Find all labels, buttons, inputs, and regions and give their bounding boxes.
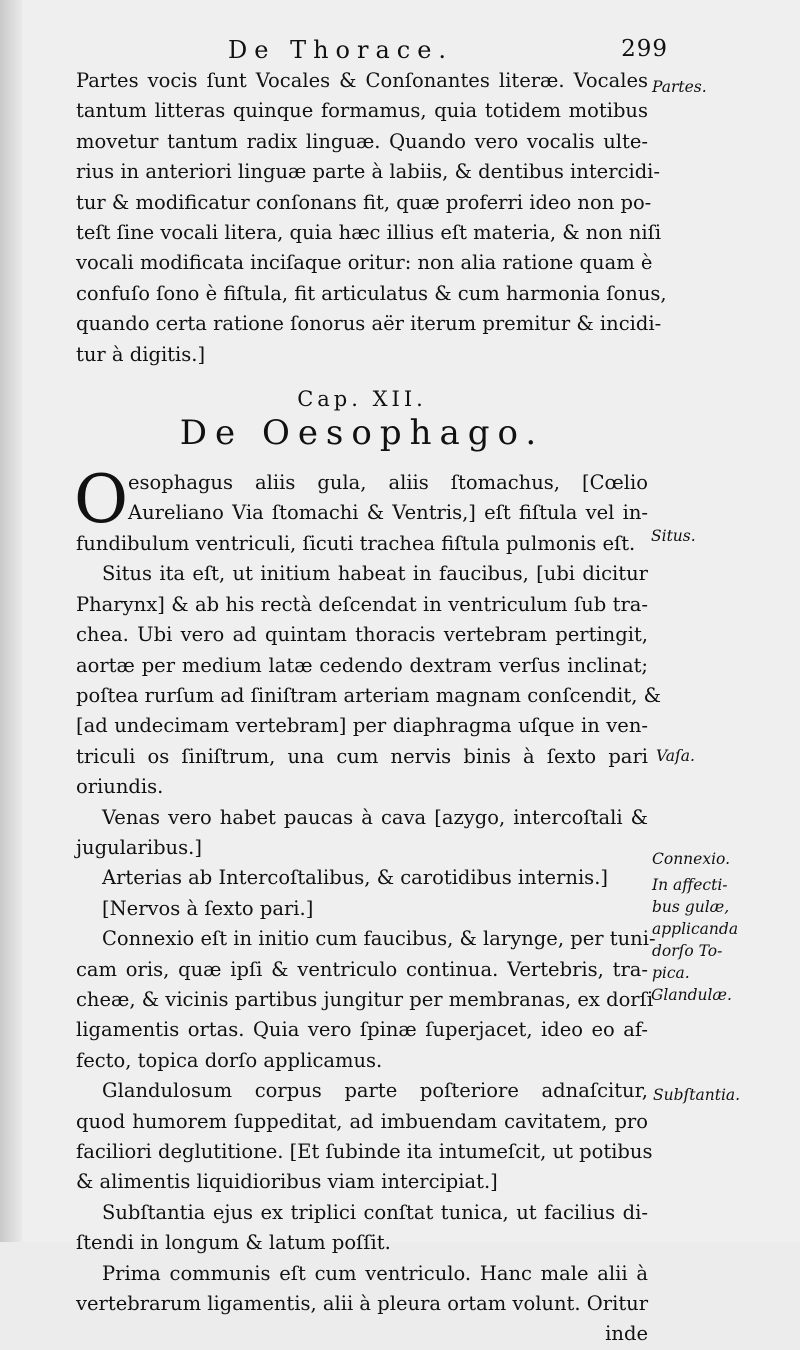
paragraph-partes-vocis (76, 66, 667, 370)
page-gutter-shadow (0, 0, 22, 1242)
text-line: movetur tantum radix linguæ. Quando vero vocalis ulte- (76, 129, 648, 153)
margin-note-substantia (653, 1084, 740, 1106)
paragraph-arterias (76, 863, 648, 893)
paragraph-definition (74, 461, 648, 559)
text-line: cam oris, quæ ipſi & ventriculo continua. Vertebris, tra- (76, 957, 648, 981)
text-line: tur à digitis.] (76, 342, 206, 366)
drop-cap: O (74, 461, 129, 539)
margin-note-text: Partes. (652, 78, 707, 96)
paragraph-venas (76, 803, 648, 864)
paragraph-prima (76, 1259, 648, 1320)
text-line: Arterias ab Intercoſtalibus, & carotidibus internis.] (102, 866, 609, 890)
text-line: Prima communis eſt cum ventriculo. Hanc male alii à (102, 1261, 648, 1285)
text-line: quando certa ratione ſonorus aër iterum premitur & incidi- (76, 312, 662, 336)
running-title: De Thorace. (228, 36, 454, 64)
text-line: poſtea rurſum ad ſiniſtram arteriam magnam conſcendit, & (76, 683, 661, 707)
text-line: & alimentis liquidioribus viam intercipiat.] (76, 1170, 498, 1194)
margin-note-line: bus gulæ, (652, 898, 730, 916)
text-line: quod humorem ſuppeditat, ad imbuendam cavitatem, pro (76, 1109, 648, 1133)
text-line: ſtendi in longum & latum poſſit. (76, 1231, 391, 1255)
margin-note-glandulae (651, 984, 732, 1006)
text-line: fecto, topica dorſo applicamus. (76, 1048, 383, 1072)
paragraph-connexio (76, 924, 656, 1076)
main-text (74, 66, 667, 1349)
margin-note-connexio (652, 848, 730, 870)
paragraph-nervos (76, 894, 648, 924)
page-number: 299 (621, 36, 668, 62)
text-line: Glandulosum corpus parte poſteriore adnaſcitur, (102, 1079, 648, 1103)
chapter-title: De Oesophago. (179, 413, 545, 454)
text-line: chea. Ubi vero ad quintam thoracis vertebram pertingit, (76, 623, 648, 647)
text-line: esophagus aliis gula, aliis ſtomachus, [Cœlio (128, 471, 648, 495)
margin-note-line: applicanda (652, 920, 739, 938)
text-line: Connexio eſt in initio cum faucibus, & larynge, per tuni- (102, 927, 656, 951)
text-line: [ad undecimam vertebram] per diaphragma uſque in ven- (76, 714, 648, 738)
text-line: Subſtantia ejus ex triplici conſtat tunica, ut facilius di- (102, 1200, 648, 1224)
text-line: oriundis. (76, 775, 164, 799)
text-line: teſt ſine vocali litera, quia hæc illius eſt materia, & non niſi (76, 221, 662, 245)
running-header (228, 36, 668, 64)
margin-note-partes (652, 76, 707, 98)
text-line: confuſo ſono è fiſtula, fit articulatus & cum harmonia ſonus, (76, 281, 667, 305)
text-line: triculi os ſiniſtrum, una cum nervis binis à ſexto pari (76, 744, 648, 768)
text-line: fundibulum ventriculi, ſicuti trachea fiſtula pulmonis eſt. (76, 531, 636, 555)
paragraph-glandulosum (76, 1076, 653, 1198)
text-line: aortæ per medium latæ cedendo dextram verſus inclinat; (76, 653, 648, 677)
margin-note-affectibus (652, 874, 738, 984)
margin-note-text: Glandulæ. (651, 986, 732, 1004)
margin-note-line: pica. (652, 964, 690, 982)
text-line: Pharynx] & ab his rectà deſcendat in ventriculum ſub tra- (76, 592, 648, 616)
paragraph-substantia (76, 1198, 648, 1259)
margin-note-text: Vaſa. (656, 747, 695, 765)
text-line: Aureliano Via ſtomachi & Ventris,] eſt fiſtula vel in- (128, 501, 648, 525)
margin-note-line: In affecti- (652, 876, 728, 894)
chapter-number: Cap. XII. (297, 387, 427, 412)
margin-note-situs (651, 525, 696, 547)
text-line: Situs ita eſt, ut initium habeat in faucibus, [ubi dicitur (102, 562, 648, 586)
margin-note-text: Connexio. (652, 850, 731, 868)
paragraph-situs (76, 559, 661, 802)
catchword: inde (605, 1322, 648, 1346)
text-line: Venas vero habet paucas à cava [azygo, intercoſtali & (102, 805, 648, 829)
margin-note-vasa (656, 745, 695, 767)
text-line: tur & modificatur conſonans fit, quæ proferri ideo non po- (76, 190, 652, 214)
text-line: cheæ, & vicinis partibus jungitur per membranas, ex dorſi (76, 987, 654, 1011)
text-line: ligamentis ortas. Quia vero ſpinæ ſuperjacet, ideo eo af- (76, 1018, 648, 1042)
text-line: tantum litteras quinque formamus, quia totidem motibus (76, 99, 648, 123)
text-line: jugularibus.] (76, 835, 202, 859)
text-line: vertebrarum ligamentis, alii à pleura ortam volunt. Oritur (76, 1292, 649, 1316)
text-line: faciliori deglutitione. [Et ſubinde ita intumeſcit, ut potibus (76, 1140, 653, 1163)
text-line: [Nervos à ſexto pari.] (102, 896, 314, 920)
margin-note-text: Subſtantia. (653, 1086, 741, 1104)
text-line: Partes vocis ſunt Vocales & Conſonantes literæ. Vocales (76, 69, 648, 92)
text-line: rius in anteriori linguæ parte à labiis, & dentibus intercidi- (76, 160, 661, 184)
margin-note-line: dorſo To- (652, 942, 723, 960)
margin-note-text: Situs. (651, 527, 696, 545)
text-line: vocali modificata inciſaque oritur: non alia ratione quam è (76, 251, 653, 275)
